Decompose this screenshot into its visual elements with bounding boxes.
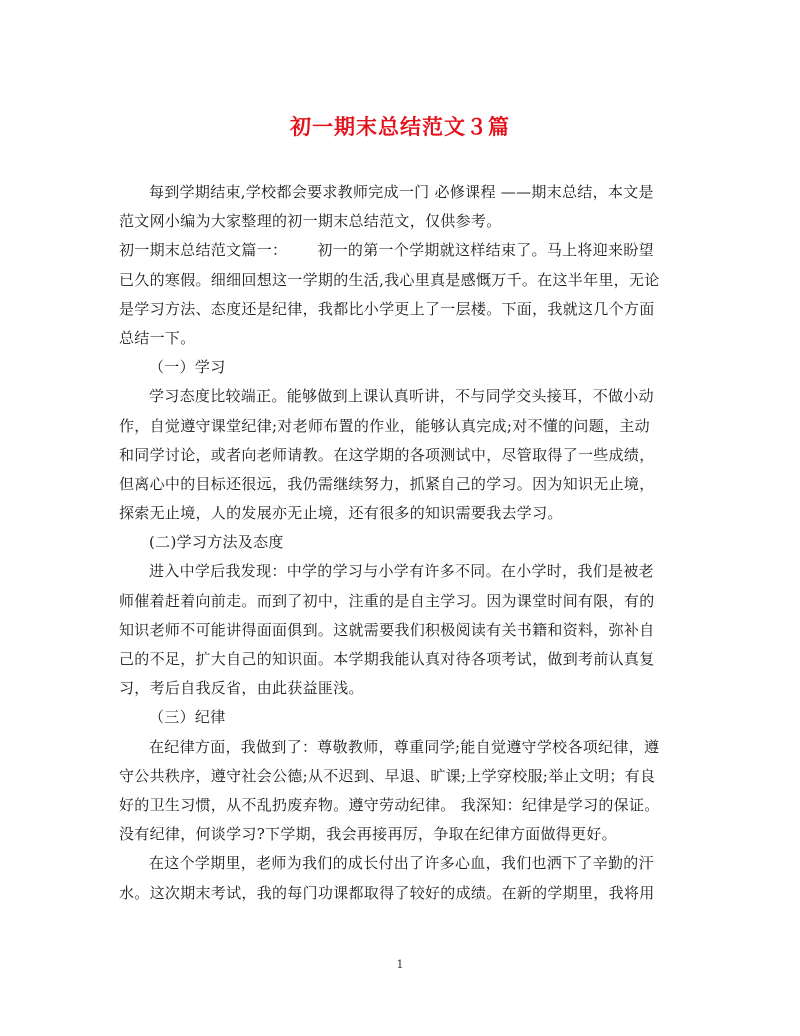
document-title: 初一期末总结范文３篇 [290,114,510,139]
paragraph-line: 好的卫生习惯，从不乱扔废弃物。遵守劳动纪律。 我深知：纪律是学习的保证。 [119,795,660,814]
paragraph-line [119,236,681,265]
document-body [119,178,681,908]
paragraph-line: 守公共秩序，遵守社会公德;从不迟到、早退、旷课;上学穿校服;举止文明；有良 [119,766,656,785]
paragraph-line: 水。这次期末考试，我的每门功课都取得了较好的成绩。在新的学期里，我将用 [119,883,655,902]
paragraph-line: 已久的寒假。细细回想这一学期的生活,我心里真是感慨万千。在这半年里，无论 [119,270,660,289]
page-number: 1 [396,958,404,971]
paragraph-line: 在这个学期里，老师为我们的成长付出了许多心血，我们也洒下了辛勤的汗 [149,854,654,873]
paragraph-line: 知识老师不可能讲得面面俱到。这就需要我们积极阅读有关书籍和资料，弥补自 [119,620,655,639]
paragraph-line: 在纪律方面，我做到了：尊敬教师，尊重同学;能自觉遵守学校各项纪律，遵 [149,737,660,756]
paragraph-line: 习，考后自我反省，由此获益匪浅。 [119,679,364,698]
paragraph-line: 是学习方法、态度还是纪律，我都比小学更上了一层楼。下面，我就这几个方面 [119,299,655,318]
paragraph-line: 探索无止境，人的发展亦无止境，还有很多的知识需要我去学习。 [119,504,563,523]
paragraph-line: 学习态度比较端正。能够做到上课认真听讲，不与同学交头接耳，不做小动 [149,387,654,406]
paragraph-line: 进入中学后我发现：中学的学习与小学有许多不同。在小学时，我们是被老 [149,562,654,581]
paragraph-line: 作，自觉遵守课堂纪律;对老师布置的作业，能够认真完成;对不懂的问题，主动 [119,416,650,435]
paragraph-line: 没有纪律，何谈学习?下学期，我会再接再厉，争取在纪律方面做得更好。 [119,825,617,844]
subsection-heading: （三）纪律 [149,708,226,727]
paragraph-line: 每到学期结束,学校都会要求教师完成一门 必修课程 ——期末总结，本文是 [149,183,654,201]
paragraph-line: 师催着赶着向前走。而到了初中，注重的是自主学习。因为课堂时间有限，有的 [119,591,655,610]
paragraph-text: 初一的第一个学期就这样结束了。马上将迎来盼望 [317,241,654,260]
paragraph-line: 总结一下。 [119,328,196,347]
paragraph-line: 己的不足，扩大自己的知识面。本学期我能认真对待各项考试，做到考前认真复 [119,650,655,668]
paragraph-line: 但离心中的目标还很远，我仍需继续努力，抓紧自己的学习。因为知识无止境， [119,474,655,493]
subsection-heading: (二)学习方法及态度 [149,533,284,552]
paragraph-line: 和同学讨论，或者向老师请教。在这学期的各项测试中，尽管取得了一些成绩， [119,445,655,464]
subsection-heading: （一）学习 [149,358,226,377]
section-heading: 初一期末总结范文篇一： [119,241,288,260]
paragraph-line: 范文网小编为大家整理的初一期末总结范文，仅供参考。 [119,212,502,231]
